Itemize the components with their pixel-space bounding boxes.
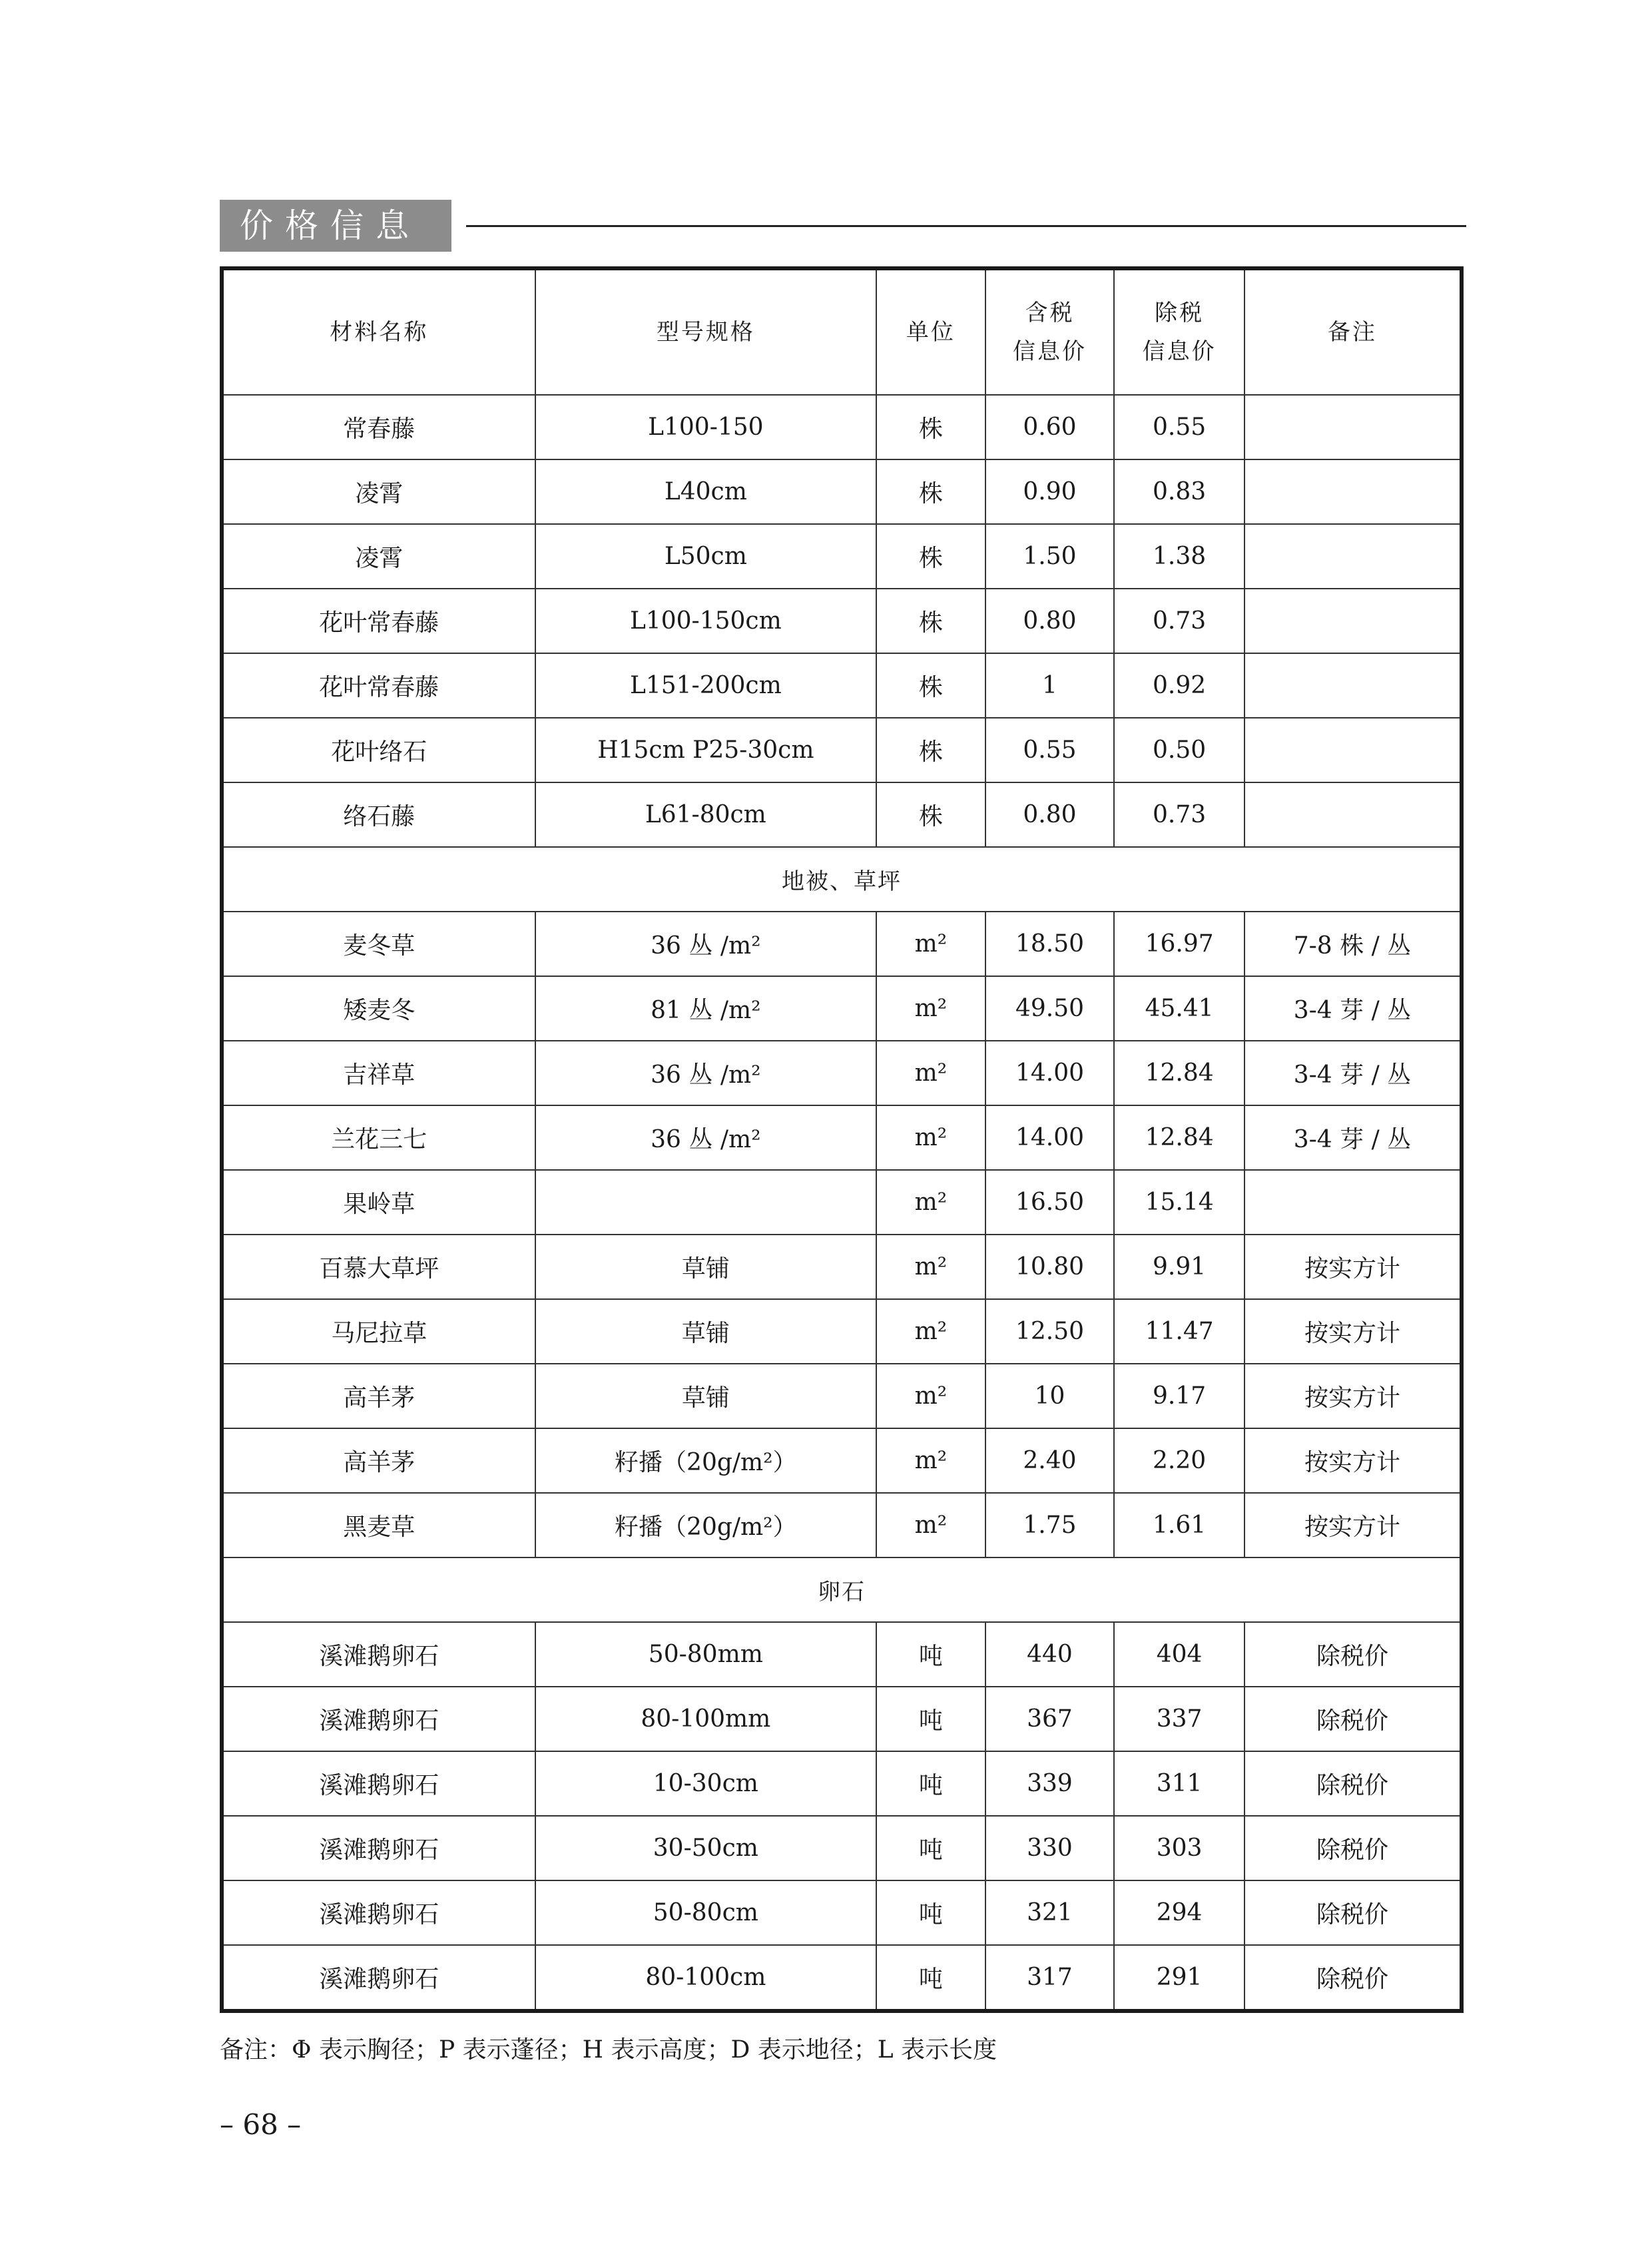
table-cell: 330 — [985, 1816, 1115, 1880]
table-cell: 14.00 — [985, 1105, 1115, 1170]
table-cell: 马尼拉草 — [222, 1299, 535, 1364]
table-cell: L50cm — [535, 524, 877, 589]
table-cell: 高羊茅 — [222, 1428, 535, 1493]
table-cell: 凌霄 — [222, 459, 535, 524]
table-cell: 11.47 — [1114, 1299, 1244, 1364]
table-cell: 果岭草 — [222, 1170, 535, 1235]
table-cell: 0.80 — [985, 589, 1115, 653]
table-row — [222, 1880, 1462, 1945]
table-cell: 按实方计 — [1244, 1493, 1462, 1557]
table-row — [222, 1945, 1462, 2011]
table-cell: L40cm — [535, 459, 877, 524]
column-header — [985, 268, 1115, 395]
table-cell: 0.73 — [1114, 782, 1244, 847]
section-title: 价格信息 — [220, 200, 451, 252]
table-cell: 凌霄 — [222, 524, 535, 589]
table-cell: 吨 — [876, 1687, 985, 1751]
table-row — [222, 589, 1462, 653]
table-cell: 花叶常春藤 — [222, 653, 535, 718]
section-row — [222, 847, 1462, 912]
table-cell: 0.92 — [1114, 653, 1244, 718]
table-cell: 除税价 — [1244, 1622, 1462, 1687]
table-cell: 吨 — [876, 1816, 985, 1880]
column-header-line: 除税 — [1155, 300, 1205, 326]
table-cell — [1244, 782, 1462, 847]
table-row — [222, 782, 1462, 847]
table-cell: m² — [876, 1364, 985, 1428]
table-cell: 麦冬草 — [222, 912, 535, 976]
header-rule — [466, 225, 1466, 227]
table-cell: 36 丛 /m² — [535, 1041, 877, 1105]
table-cell: m² — [876, 1493, 985, 1557]
table-row — [222, 653, 1462, 718]
table-cell: 49.50 — [985, 976, 1115, 1041]
table-cell: 0.55 — [985, 718, 1115, 782]
table-cell: 按实方计 — [1244, 1364, 1462, 1428]
table-cell: 294 — [1114, 1880, 1244, 1945]
table-cell: 0.73 — [1114, 589, 1244, 653]
table-cell: 9.17 — [1114, 1364, 1244, 1428]
table-cell: 291 — [1114, 1945, 1244, 2011]
table-row — [222, 718, 1462, 782]
table-cell: 兰花三七 — [222, 1105, 535, 1170]
table-cell: L61-80cm — [535, 782, 877, 847]
table-cell: L151-200cm — [535, 653, 877, 718]
table-cell: 株 — [876, 782, 985, 847]
table-cell: 吨 — [876, 1751, 985, 1816]
table-cell: 30-50cm — [535, 1816, 877, 1880]
table-cell: 311 — [1114, 1751, 1244, 1816]
table-cell: 除税价 — [1244, 1751, 1462, 1816]
table-cell: 440 — [985, 1622, 1115, 1687]
table-cell: 10.80 — [985, 1235, 1115, 1299]
table-cell: 0.50 — [1114, 718, 1244, 782]
table-cell: m² — [876, 1170, 985, 1235]
table-row — [222, 1428, 1462, 1493]
table-cell: 404 — [1114, 1622, 1244, 1687]
table-cell: m² — [876, 912, 985, 976]
table-cell: 按实方计 — [1244, 1299, 1462, 1364]
table-row — [222, 1041, 1462, 1105]
table-cell: 百慕大草坪 — [222, 1235, 535, 1299]
table-cell: 1.50 — [985, 524, 1115, 589]
table-cell: 10 — [985, 1364, 1115, 1428]
table-cell — [535, 1170, 877, 1235]
table-cell: 花叶常春藤 — [222, 589, 535, 653]
table-row — [222, 1816, 1462, 1880]
table-cell: 株 — [876, 459, 985, 524]
table-body — [222, 395, 1462, 2011]
table-row — [222, 976, 1462, 1041]
table-cell: 除税价 — [1244, 1880, 1462, 1945]
table-cell: 16.50 — [985, 1170, 1115, 1235]
table-row — [222, 1493, 1462, 1557]
table-cell: 黑麦草 — [222, 1493, 535, 1557]
table-cell: 1.61 — [1114, 1493, 1244, 1557]
table-cell: 36 丛 /m² — [535, 1105, 877, 1170]
footnote: 备注：Φ 表示胸径；P 表示蓬径；H 表示高度；D 表示地径；L 表示长度 — [220, 2036, 997, 2064]
table-cell: 0.55 — [1114, 395, 1244, 459]
table-cell: 矮麦冬 — [222, 976, 535, 1041]
table-cell: 81 丛 /m² — [535, 976, 877, 1041]
table-row — [222, 1687, 1462, 1751]
table-cell: m² — [876, 1105, 985, 1170]
table-cell: 45.41 — [1114, 976, 1244, 1041]
table-cell: 9.91 — [1114, 1235, 1244, 1299]
column-header: 型号规格 — [535, 268, 877, 395]
table-cell: 337 — [1114, 1687, 1244, 1751]
section-label: 地被、草坪 — [222, 847, 1462, 912]
table-cell — [1244, 395, 1462, 459]
column-header-line: 信息价 — [1012, 338, 1087, 365]
table-cell: 草铺 — [535, 1299, 877, 1364]
table-cell: 除税价 — [1244, 1816, 1462, 1880]
table-cell: 除税价 — [1244, 1687, 1462, 1751]
table-cell: 吨 — [876, 1622, 985, 1687]
table-cell: 14.00 — [985, 1041, 1115, 1105]
table-cell: 株 — [876, 718, 985, 782]
table-cell: 321 — [985, 1880, 1115, 1945]
page-number: – 68 – — [220, 2108, 302, 2141]
table-cell: 303 — [1114, 1816, 1244, 1880]
table-cell: 花叶络石 — [222, 718, 535, 782]
table-cell — [1244, 589, 1462, 653]
page-header — [220, 200, 1466, 252]
table-cell: 50-80mm — [535, 1622, 877, 1687]
table-cell: 36 丛 /m² — [535, 912, 877, 976]
table-cell: 株 — [876, 524, 985, 589]
table-cell: 7-8 株 / 丛 — [1244, 912, 1462, 976]
table-header-row — [222, 268, 1462, 395]
section-row — [222, 1557, 1462, 1622]
table-cell: 3-4 芽 / 丛 — [1244, 1041, 1462, 1105]
table-row — [222, 1299, 1462, 1364]
table-cell: m² — [876, 1299, 985, 1364]
table-cell: 12.84 — [1114, 1041, 1244, 1105]
table-cell: L100-150 — [535, 395, 877, 459]
table-cell: 溪滩鹅卵石 — [222, 1816, 535, 1880]
table-cell: 络石藤 — [222, 782, 535, 847]
table-row — [222, 1364, 1462, 1428]
table-cell: H15cm P25-30cm — [535, 718, 877, 782]
table-cell: 按实方计 — [1244, 1428, 1462, 1493]
column-header: 材料名称 — [222, 268, 535, 395]
table-cell: 高羊茅 — [222, 1364, 535, 1428]
table-cell: 溪滩鹅卵石 — [222, 1945, 535, 2011]
table-cell: 10-30cm — [535, 1751, 877, 1816]
table-row — [222, 459, 1462, 524]
table-cell — [1244, 653, 1462, 718]
table-cell: 1.38 — [1114, 524, 1244, 589]
table-cell: 溪滩鹅卵石 — [222, 1751, 535, 1816]
table-row — [222, 1170, 1462, 1235]
table-cell: 株 — [876, 653, 985, 718]
table-cell: 16.97 — [1114, 912, 1244, 976]
table-cell: 2.20 — [1114, 1428, 1244, 1493]
table-row — [222, 1105, 1462, 1170]
table-cell: m² — [876, 1428, 985, 1493]
table-cell: 12.50 — [985, 1299, 1115, 1364]
table-cell — [1244, 459, 1462, 524]
table-cell — [1244, 524, 1462, 589]
table-cell: 3-4 芽 / 丛 — [1244, 1105, 1462, 1170]
table-cell: 3-4 芽 / 丛 — [1244, 976, 1462, 1041]
table-cell: 吨 — [876, 1880, 985, 1945]
table-cell: 80-100mm — [535, 1687, 877, 1751]
table-cell: 吨 — [876, 1945, 985, 2011]
table-cell: 12.84 — [1114, 1105, 1244, 1170]
table-cell: 株 — [876, 589, 985, 653]
table-cell: 80-100cm — [535, 1945, 877, 2011]
column-header — [1114, 268, 1244, 395]
table-cell: 0.83 — [1114, 459, 1244, 524]
column-header: 备注 — [1244, 268, 1462, 395]
column-header-line: 含税 — [1025, 300, 1075, 326]
table-cell: 317 — [985, 1945, 1115, 2011]
table-cell: 按实方计 — [1244, 1235, 1462, 1299]
table-cell: 2.40 — [985, 1428, 1115, 1493]
table-cell — [1244, 718, 1462, 782]
table-cell: m² — [876, 976, 985, 1041]
table-cell: 0.60 — [985, 395, 1115, 459]
table-row — [222, 395, 1462, 459]
table-cell: 1.75 — [985, 1493, 1115, 1557]
table-cell: 339 — [985, 1751, 1115, 1816]
section-label: 卵石 — [222, 1557, 1462, 1622]
table-cell: 溪滩鹅卵石 — [222, 1622, 535, 1687]
table-cell — [1244, 1170, 1462, 1235]
column-header: 单位 — [876, 268, 985, 395]
table-cell: 除税价 — [1244, 1945, 1462, 2011]
table-cell: 0.90 — [985, 459, 1115, 524]
table-row — [222, 912, 1462, 976]
table-cell: 吉祥草 — [222, 1041, 535, 1105]
table-cell: m² — [876, 1235, 985, 1299]
table-cell: 18.50 — [985, 912, 1115, 976]
table-row — [222, 1622, 1462, 1687]
table-cell: 0.80 — [985, 782, 1115, 847]
table-cell: 籽播（20g/m²） — [535, 1428, 877, 1493]
table-cell: 株 — [876, 395, 985, 459]
table-cell: 50-80cm — [535, 1880, 877, 1945]
table-row — [222, 524, 1462, 589]
table-cell: 溪滩鹅卵石 — [222, 1687, 535, 1751]
price-table — [220, 266, 1464, 2013]
table-cell: 籽播（20g/m²） — [535, 1493, 877, 1557]
table-cell: 草铺 — [535, 1235, 877, 1299]
table-cell: 15.14 — [1114, 1170, 1244, 1235]
table-cell: 常春藤 — [222, 395, 535, 459]
table-cell: 草铺 — [535, 1364, 877, 1428]
table-cell: m² — [876, 1041, 985, 1105]
table-cell: 1 — [985, 653, 1115, 718]
column-header-line: 信息价 — [1142, 338, 1217, 365]
table-cell: 367 — [985, 1687, 1115, 1751]
table-cell: 溪滩鹅卵石 — [222, 1880, 535, 1945]
table-cell: L100-150cm — [535, 589, 877, 653]
table-row — [222, 1751, 1462, 1816]
table-row — [222, 1235, 1462, 1299]
